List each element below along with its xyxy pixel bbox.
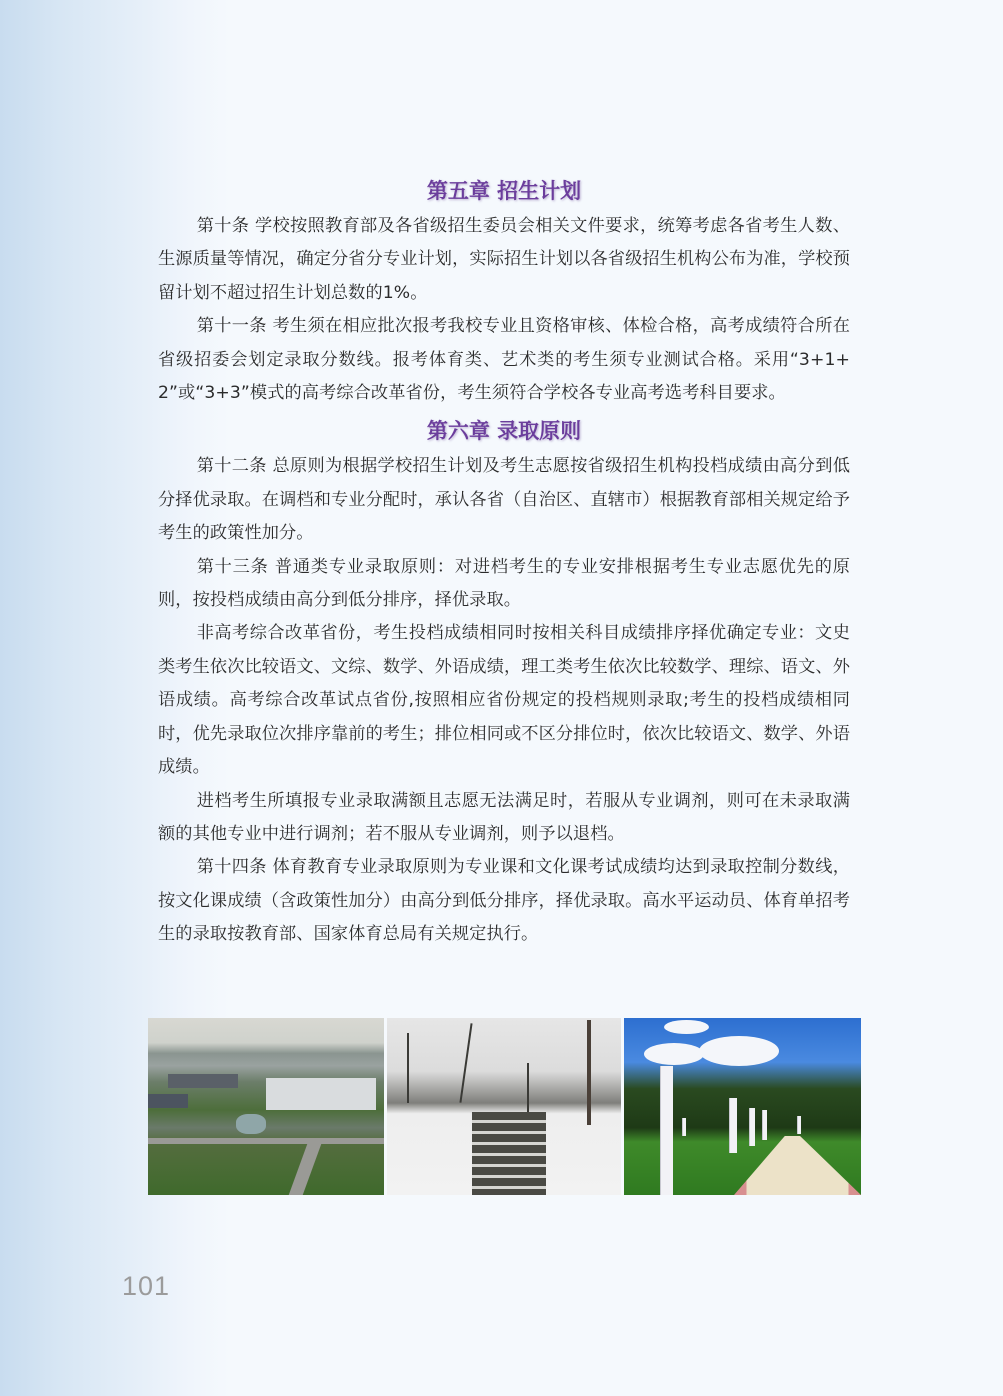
pillar-shape	[749, 1108, 755, 1146]
chapter-title-5: 第五章 招生计划	[426, 179, 582, 203]
photo-walkway-pillars	[624, 1018, 861, 1195]
building-shape	[266, 1078, 376, 1110]
building-shape	[148, 1094, 188, 1108]
pillar-shape	[660, 1066, 673, 1195]
tree-shape	[527, 1063, 529, 1113]
article-13: 第十三条 普通类专业录取原则：对进档考生的专业安排根据考生专业志愿优先的原则，按投档成绩由高分到低分排序，择优录取。	[158, 556, 850, 611]
cloud-shape	[699, 1036, 779, 1066]
pillar-shape	[762, 1110, 767, 1140]
article-14: 第十四条 体育教育专业录取原则为专业课和文化课考试成绩均达到录取控制分数线，按文化课成绩（含政策性加分）由高分到低分排序，择优录取。高水平运动员、体育单招考生的录取按教育部、国家体育总局有关规定执行。	[158, 857, 850, 945]
tree-shape	[459, 1023, 472, 1102]
document-body	[158, 172, 850, 952]
building-shape	[168, 1074, 238, 1088]
article-13-non-reform-provinces: 非高考综合改革省份，考生投档成绩相同时按相关科目成绩排序择优确定专业：文史类考生依次比较语文、文综、数学、外语成绩，理工类考生依次比较数学、理综、语文、外语成绩。高考综合改革试点省份,按照相应省份规定的投档规则录取;考生的投档成绩相同时，优先录取位次排序靠前的考生；排位相同或不区分排位时，依次比较语文、数学、外语成绩。	[158, 623, 850, 778]
tree-shape	[407, 1033, 409, 1103]
photo-strip	[148, 1018, 861, 1195]
photo-snowy-steps	[387, 1018, 621, 1195]
pond-shape	[236, 1114, 266, 1134]
pillar-shape	[797, 1116, 801, 1134]
road-shape	[148, 1138, 384, 1144]
chapter-title-6: 第六章 录取原则	[426, 419, 582, 444]
pillar-shape	[729, 1098, 737, 1153]
stairs-shape	[472, 1112, 546, 1195]
page-number: 101	[122, 1271, 171, 1301]
road-shape	[289, 1144, 322, 1195]
article-10: 第十条 学校按照教育部及各省级招生委员会相关文件要求，统筹考虑各省考生人数、生源质量等情况，确定分省分专业计划，实际招生计划以各省级招生机构公布为准，学校预留计划不超过招生计划总数的1%。	[158, 216, 850, 303]
pillar-shape	[682, 1118, 686, 1136]
cloud-shape	[644, 1043, 704, 1065]
tree-shape	[587, 1020, 591, 1125]
cloud-shape	[664, 1020, 709, 1034]
photo-campus-aerial	[148, 1018, 384, 1195]
article-12: 第十二条 总原则为根据学校招生计划及考生志愿按省级招生机构投档成绩由高分到低分择优录取。在调档和专业分配时，承认各省（自治区、直辖市）根据教育部相关规定给予考生的政策性加分。	[158, 456, 850, 544]
article-13-adjustment: 进档考生所填报专业录取满额且志愿无法满足时，若服从专业调剂，则可在未录取满额的其他专业中进行调剂；若不服从专业调剂，则予以退档。	[158, 790, 850, 844]
article-11: 第十一条 考生须在相应批次报考我校专业且资格审核、体检合格，高考成绩符合所在省级招委会划定录取分数线。报考体育类、艺术类的考生须专业测试合格。采用“3+1+2”或“3+3”模式的高考综合改革省份，考生须符合学校各专业高考选考科目要求。	[158, 316, 850, 404]
